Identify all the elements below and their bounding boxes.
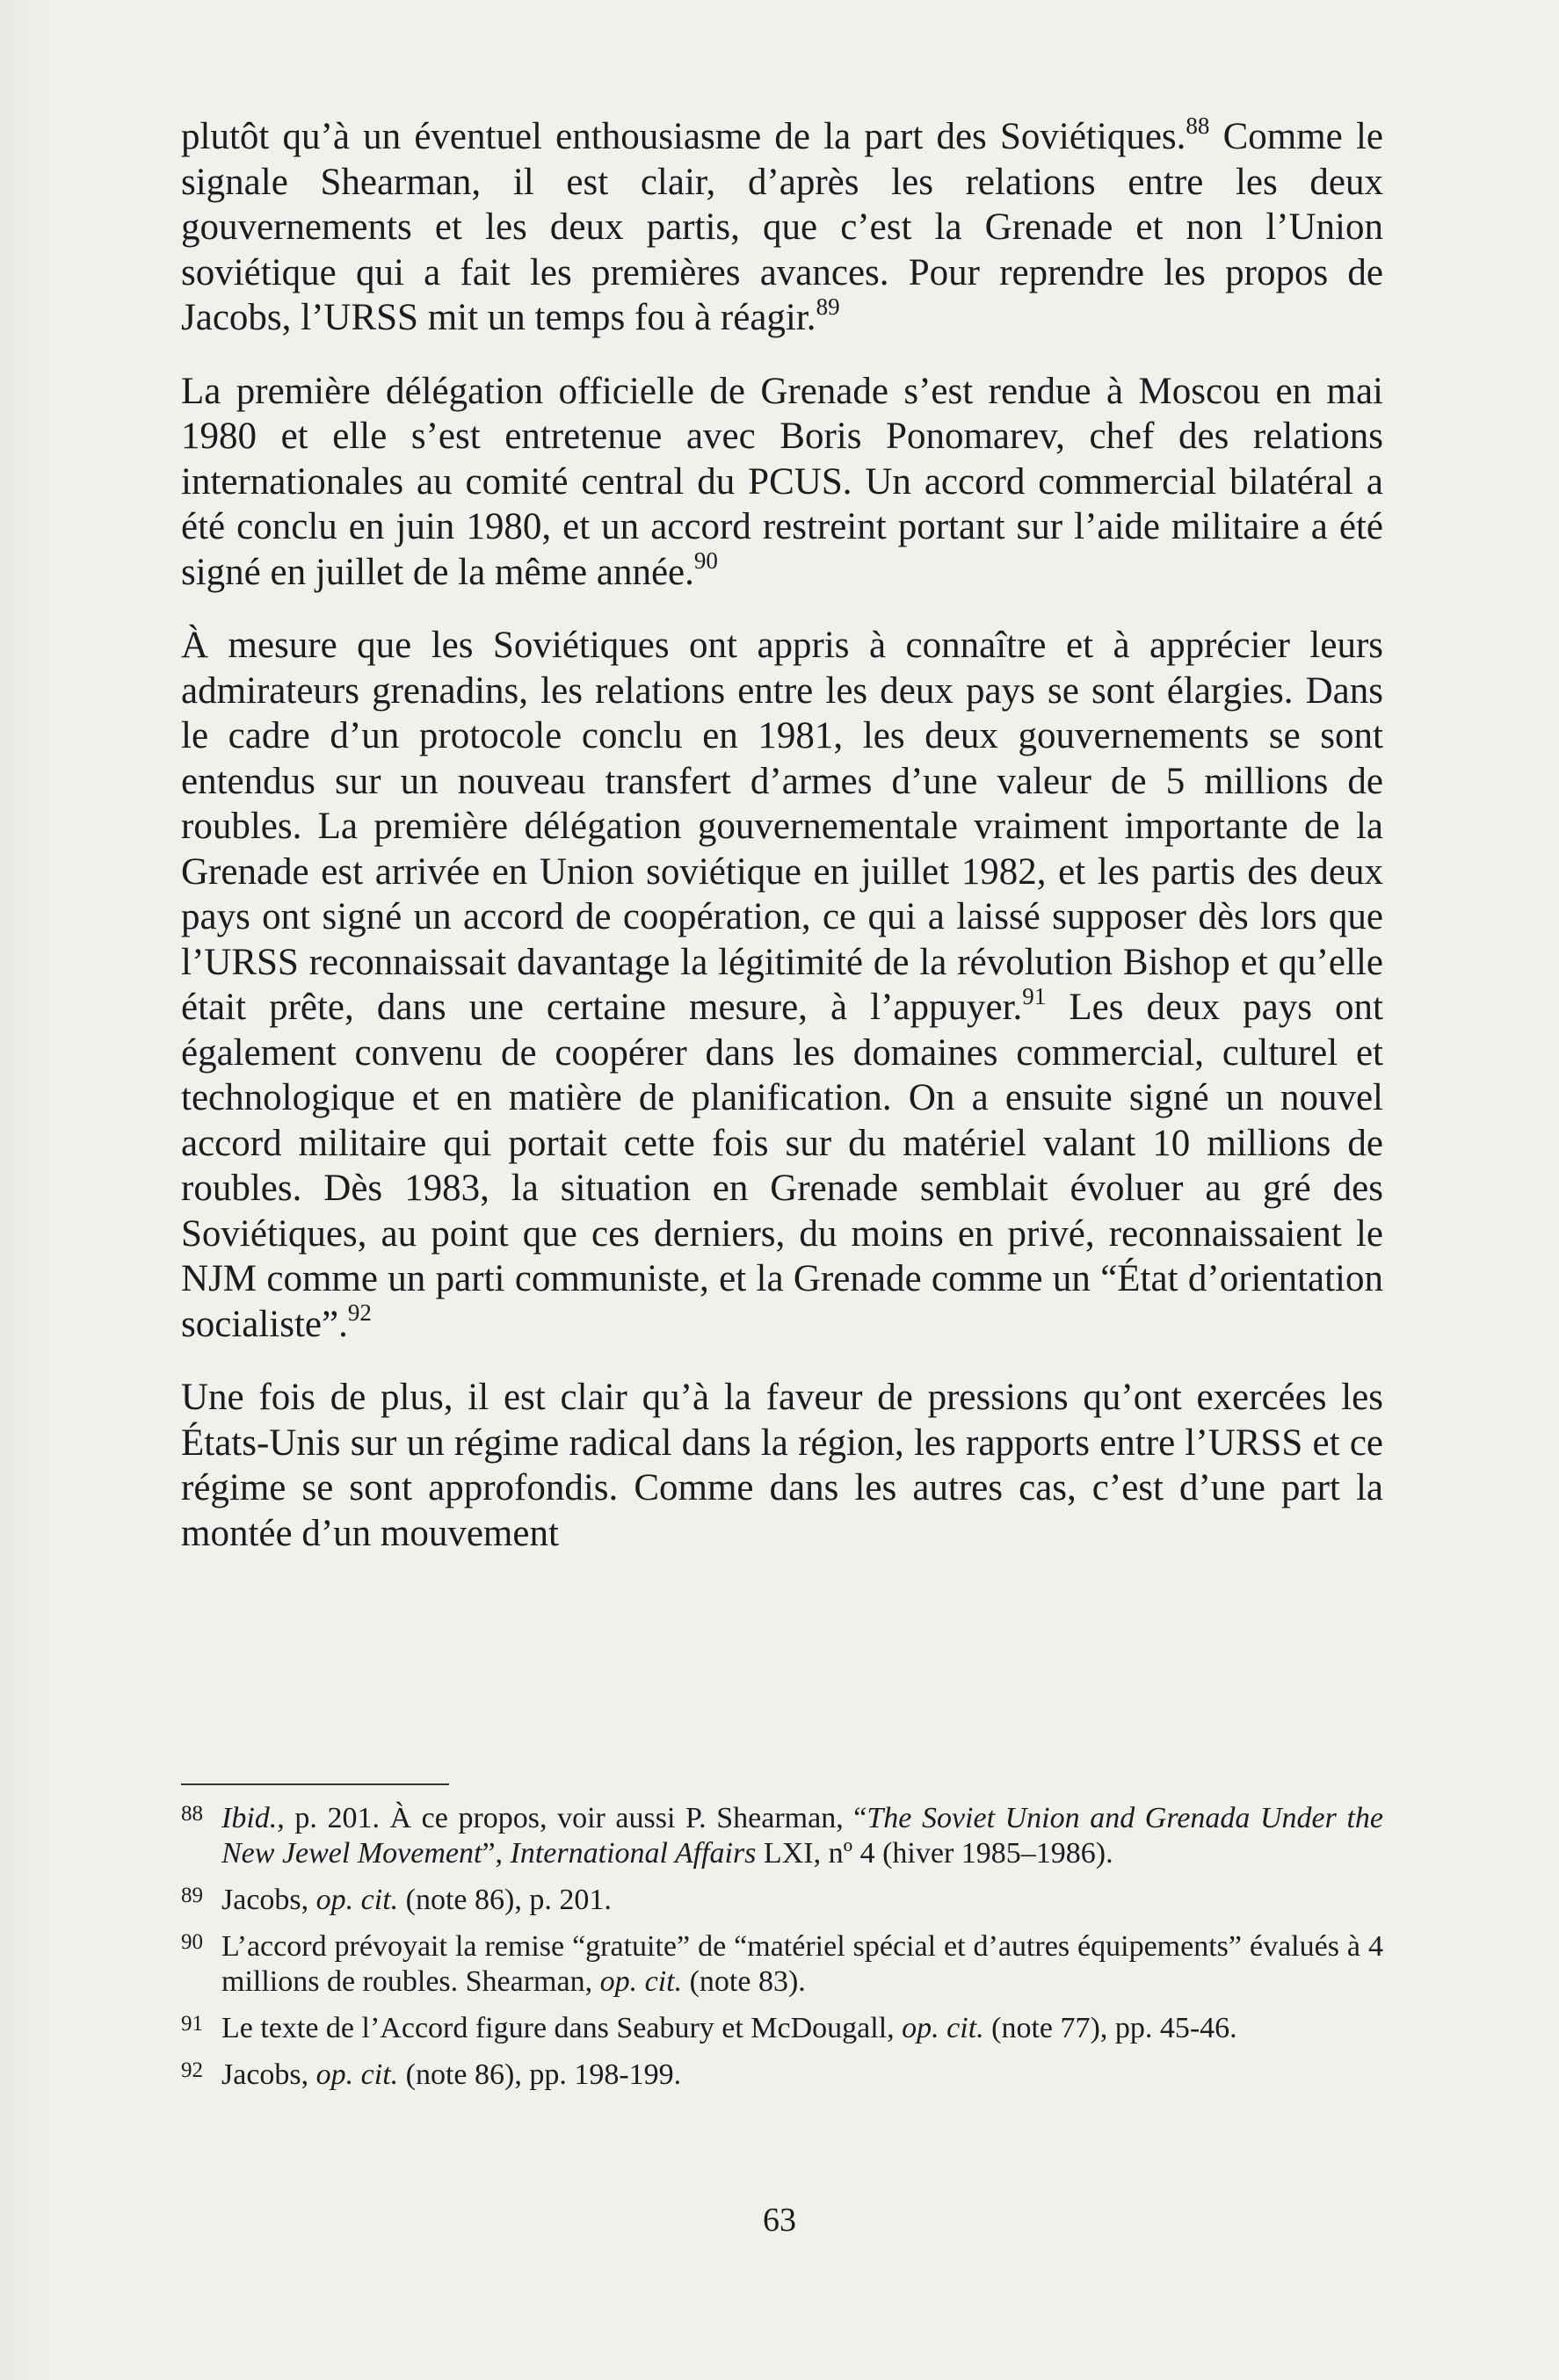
italic-text: op. cit. (902, 2012, 984, 2044)
footnote-item (181, 1925, 1383, 2000)
paragraph: plutôt qu’à un éventuel enthousiasme de la part des Soviétiques.$^{88}$ Comme le signale Shearman, il est clair, d’après les relations entre les deux gouvernements et les deux partis, que c’est la Grenade et non l’Union soviétique qui a fait les premières avances. Pour reprendre les propos de Jacobs, l’URSS mit un temps fou à réagir.$^{89}$ (181, 112, 1383, 338)
italic-text: op. cit. (599, 1965, 683, 1998)
footnote-reference: 92 (347, 1299, 372, 1327)
footnote-item (181, 1797, 1383, 1871)
paragraph: La première délégation officielle de Grenade s’est rendue à Moscou en mai 1980 et elle s’est entretenue avec Boris Ponomarev, chef des relations internationales au comité central du PCUS. Un accord commercial bilatéral a été conclu en juin 1980, et un accord restreint portant sur l’aide militaire a été signé en juillet de la même année.$^{90}$ (181, 370, 1383, 593)
footnote-text: Le texte de l’Accord figure dans Seabury et McDougall, op. cit. (note 77), pp. 45-46. (221, 2012, 1237, 2044)
footnote-text: Jacobs, op. cit. (note 86), pp. 198-199. (221, 2058, 682, 2091)
footnote-text: L’accord prévoyait la remise “gratuite” de “matériel spécial et d’autres équipements” évalués à 4 millions de roubles. Shearman, op. cit. (note 83). (221, 1930, 1383, 1998)
footnote-item (181, 1878, 1383, 1918)
footnote-reference: 91 (1022, 982, 1047, 1009)
footnote-reference: 88 (1186, 112, 1210, 139)
footnote-item (181, 2007, 1383, 2046)
footnotes (181, 1797, 1383, 2100)
italic-text: International Affairs (510, 1837, 757, 1870)
footnote-separator (181, 1783, 449, 1785)
italic-text: op. cit. (315, 2058, 399, 2091)
italic-text: op. cit. (315, 1884, 399, 1916)
footnote-number: 89 (181, 1884, 203, 1907)
footnote-reference: 89 (816, 293, 840, 320)
footnote-text: Ibid., p. 201. À ce propos, voir aussi P. Shearman, “The Soviet Union and Grenada Under the New Jewel Movement”, International Affairs LXI, nº 4 (hiver 1985–1986). (221, 1802, 1383, 1870)
footnote-number: 91 (181, 2012, 203, 2036)
footnote-item (181, 2053, 1383, 2093)
body-text (181, 114, 1383, 1584)
footnote-number: 90 (181, 1930, 203, 1954)
paragraph: Une fois de plus, il est clair qu’à la faveur de pressions qu’ont exercées les États-Unis sur un régime radical dans la région, les rapports entre l’URSS et ce régime se sont approfondis. Comme dans les autres cas, c’est d’une part la montée d’un mouvement (181, 1377, 1383, 1554)
footnote-reference: 90 (693, 547, 718, 575)
footnote-number: 88 (181, 1802, 203, 1826)
italic-text: Ibid. (221, 1802, 278, 1834)
italic-text: The Soviet Union and Grenada Under the New Jewel Movement (221, 1802, 1383, 1870)
footnote-text: Jacobs, op. cit. (note 86), p. 201. (221, 1884, 612, 1916)
paragraph: À mesure que les Soviétiques ont appris à connaître et à apprécier leurs admirateurs grenadins, les relations entre les deux pays se sont élargies. Dans le cadre d’un protocole conclu en 1981, les deux gouvernements se sont entendus sur un nouveau transfert d’armes d’une valeur de 5 millions de roubles. La première délégation gouvernementale vraiment importante de la Grenade est arrivée en Union soviétique en juillet 1982, et les partis des deux pays ont signé un accord de coopération, ce qui a laissé supposer dès lors que l’URSS reconnaissait davantage la légitimité de la révolution Bishop et qu’elle était prête, dans une certaine mesure, à l’appuyer.$^{91}$ Les deux pays ont également convenu de coopérer dans les domaines commercial, culturel et technologique et en matière de planification. On a ensuite signé un nouvel accord militaire qui portait cette fois sur du matériel valant 10 millions de roubles. Dès 1983, la situation en Grenade semblait évoluer au gré des Soviétiques, au point que ces derniers, du moins en privé, reconnaissaient le NJM comme un parti communiste, et la Grenade comme un “État d’orientation socialiste”.$^{92}$ (181, 625, 1383, 1345)
page-number: 63 (763, 2202, 796, 2239)
footnote-number: 92 (181, 2058, 203, 2082)
